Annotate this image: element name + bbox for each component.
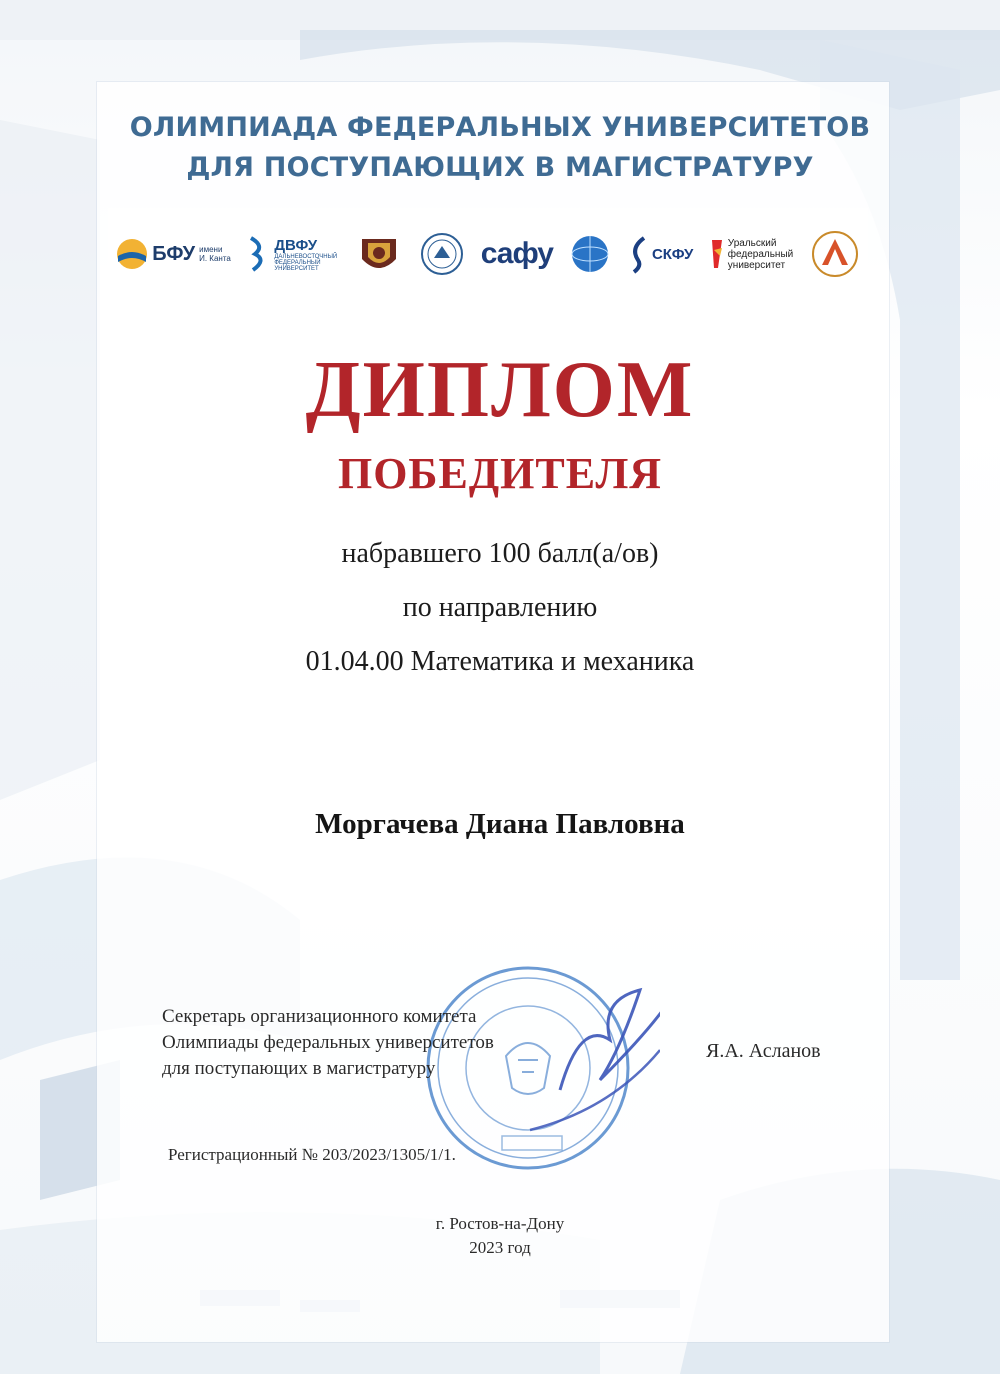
olympiad-title-line2: ДЛЯ ПОСТУПАЮЩИХ В МАГИСТРАТУРУ: [186, 152, 814, 183]
kfu-crest-icon: [354, 229, 404, 279]
urfu-line2: федеральный: [727, 248, 794, 260]
score-line: набравшего 100 балл(а/ов): [341, 538, 659, 569]
direction-label: по направлению: [402, 592, 598, 623]
signer-name: Я.А. Асланов: [706, 1040, 821, 1062]
logo-dvfu: [247, 234, 337, 274]
logo-svfu: [420, 232, 464, 276]
urfu-line3: университет: [727, 259, 786, 271]
logo-yufu: [810, 229, 860, 279]
direction-value: 01.04.00 Математика и механика: [305, 646, 695, 677]
urfu-line1: Уральский: [727, 237, 777, 249]
diploma-title: ДИПЛОМ: [305, 346, 695, 434]
logo-safu: [481, 237, 553, 271]
bfu-sub1: имени: [199, 245, 223, 254]
svfu-seal-icon: [420, 232, 464, 276]
dvfu-sub2: ФЕДЕРАЛЬНЫЙ: [274, 259, 321, 266]
safu-label: сафу: [480, 237, 553, 270]
secretary-line3: для поступающих в магистратуру: [162, 1058, 436, 1079]
logo-urfu: [710, 236, 793, 272]
bfu-emblem-icon: [116, 238, 148, 270]
logo-bfu: [116, 238, 231, 270]
logo-kfu: [354, 229, 404, 279]
secretary-line2: Олимпиады федеральных университетов: [162, 1032, 494, 1053]
dvfu-sub3: УНИВЕРСИТЕТ: [274, 265, 319, 272]
registration-number: Регистрационный № 203/2023/1305/1/1.: [168, 1145, 456, 1164]
urfu-mark-icon: [710, 236, 724, 272]
bfu-label: БФУ: [152, 242, 196, 265]
yufu-emblem-icon: [810, 229, 860, 279]
secretary-line1: Секретарь организационного комитета: [162, 1006, 477, 1027]
dvfu-sub1: ДАЛЬНЕВОСТОЧНЫЙ: [274, 253, 338, 260]
secretary-block: [162, 1004, 494, 1082]
skfu-label: СКФУ: [651, 245, 694, 263]
year: 2023 год: [469, 1238, 531, 1257]
winner-name: Моргачева Диана Павловна: [315, 808, 685, 840]
university-logos-strip: [108, 208, 868, 300]
logo-skfu: [628, 234, 693, 274]
city: г. Ростов-на-Дону: [435, 1214, 565, 1233]
olympiad-title-line1: ОЛИМПИАДА ФЕДЕРАЛЬНЫХ УНИВЕРСИТЕТОВ: [129, 112, 871, 143]
bfu-sub2: И. Канта: [199, 254, 231, 263]
dvfu-wave-icon: [247, 234, 271, 274]
skfu-swoosh-icon: [628, 234, 650, 274]
diploma-subtitle: ПОБЕДИТЕЛЯ: [337, 449, 663, 498]
logo-sfu: [569, 233, 611, 275]
dvfu-label: ДВФУ: [274, 236, 318, 254]
sfu-globe-icon: [569, 233, 611, 275]
